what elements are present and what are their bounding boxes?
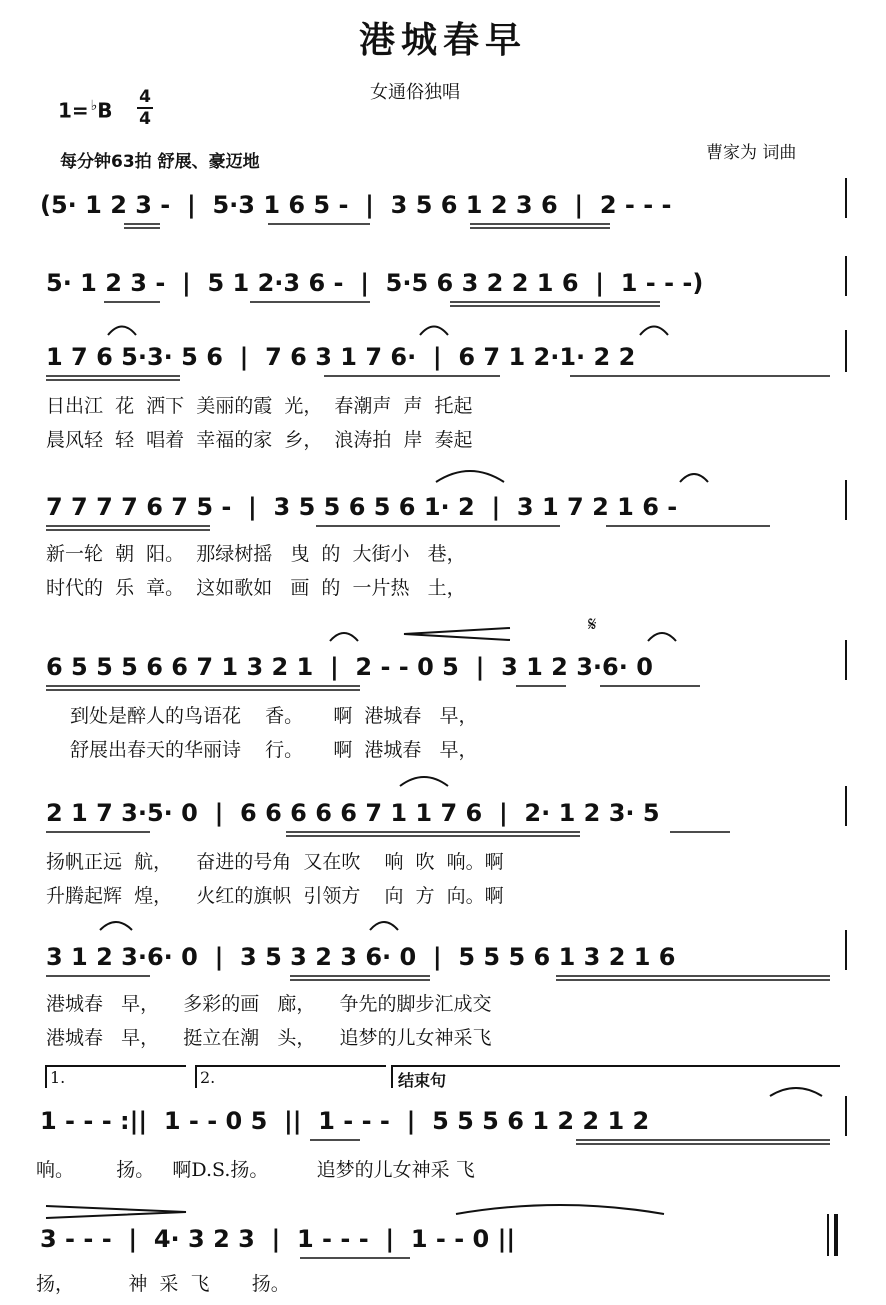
lyric-row-5a: 到处是醉人的鸟语花 香。 啊 港城春 早， bbox=[70, 705, 478, 727]
volta-second: 2. bbox=[200, 1068, 216, 1087]
slur bbox=[400, 777, 448, 786]
song-subtitle: 女通俗独唱 bbox=[370, 82, 460, 103]
volta-bracket bbox=[46, 1066, 186, 1088]
tempo-marking: 每分钟63拍 舒展、豪迈地 bbox=[60, 152, 260, 172]
lyric-row-4a: 新一轮 朝 阳。 那绿树摇 曳 的 大街小 巷， bbox=[46, 543, 466, 565]
key-note: B bbox=[97, 98, 113, 123]
notation-row-4: 7 7 7 7 6 7 5 - | 3 5 5 6 5 6 1· 2 | 3 1 7 2 1 6 - bbox=[46, 493, 678, 521]
notation-row-5: 6 5 5 5 6 6 7 1 3 2 1 | 2 - - 0 5 | 3 1 2 3·6· 0 bbox=[46, 653, 653, 681]
lyric-row-4b: 时代的 乐 章。 这如歌如 画 的 一片热 土， bbox=[46, 577, 466, 599]
slur bbox=[330, 633, 358, 641]
decrescendo-mark bbox=[46, 1206, 186, 1218]
slur bbox=[770, 1088, 822, 1096]
lyric-row-6a: 扬帆正远 航， 奋进的号角 又在吹 响 吹 响。啊 bbox=[46, 851, 504, 873]
time-top: 4 bbox=[139, 87, 151, 107]
lyric-row-3b: 晨风轻 轻 唱着 幸福的家 乡， 浪涛拍 岸 奏起 bbox=[46, 429, 473, 451]
slur bbox=[648, 633, 676, 641]
segno-sign: 𝄋 bbox=[588, 612, 597, 636]
slur bbox=[680, 474, 708, 482]
crescendo-mark bbox=[404, 628, 510, 640]
time-bottom: 4 bbox=[139, 109, 151, 129]
notation-row-7: 3 1 2 3·6· 0 | 3 5 3 2 3 6· 0 | 5 5 5 6 1 3 2 1 6 bbox=[46, 943, 676, 971]
slur bbox=[100, 922, 132, 930]
notation-row-9: 3 - - - | 4· 3 2 3 | 1 - - - | 1 - - 0 || bbox=[40, 1225, 516, 1253]
author-credit: 曹家为 词曲 bbox=[706, 143, 797, 163]
coda-label: 结束句 bbox=[398, 1071, 447, 1090]
slur bbox=[108, 327, 136, 336]
slur bbox=[370, 922, 398, 930]
slur bbox=[640, 327, 668, 336]
song-title: 港城春早 bbox=[358, 20, 527, 61]
slur bbox=[436, 471, 504, 482]
lyric-row-7b: 港城春 早， 挺立在潮 头， 追梦的儿女神采飞 bbox=[46, 1027, 492, 1049]
tie bbox=[456, 1205, 664, 1214]
volta-bracket bbox=[196, 1066, 386, 1088]
coda-bracket bbox=[392, 1066, 840, 1088]
lyric-row-8a: 响。 扬。 啊D.S.扬。 追梦的儿女神采 飞 bbox=[36, 1159, 475, 1181]
flat-sign: ♭ bbox=[90, 98, 98, 114]
lyric-row-3a: 日出江 花 洒下 美丽的霞 光， 春潮声 声 托起 bbox=[46, 395, 473, 417]
notation-row-1: (5· 1 2 3 - | 5·3 1 6 5 - | 3 5 6 1 2 3 6 | 2 - - - bbox=[40, 191, 672, 219]
notation-row-3: 1 7 6 5·3· 5 6 | 7 6 3 1 7 6· | 6 7 1 2·1· 2 2 bbox=[46, 343, 636, 371]
notation-row-6: 2 1 7 3·5· 0 | 6 6 6 6 6 7 1 1 7 6 | 2· 1 2 3· 5 bbox=[46, 799, 660, 827]
notation-row-2: 5· 1 2 3 - | 5 1 2·3 6 - | 5·5 6 3 2 2 1 6 | 1 - - -) bbox=[46, 269, 704, 297]
notation-row-8: 1 - - - :|| 1 - - 0 5 || 1 - - - | 5 5 5 6 1 2 2 1 2 bbox=[40, 1107, 650, 1135]
lyric-row-7a: 港城春 早， 多彩的画 廊， 争先的脚步汇成交 bbox=[46, 993, 492, 1015]
lyric-row-5b: 舒展出春天的华丽诗 行。 啊 港城春 早， bbox=[70, 739, 478, 761]
lyric-row-6b: 升腾起辉 煌， 火红的旗帜 引领方 向 方 向。啊 bbox=[46, 885, 504, 907]
volta-first: 1. bbox=[50, 1068, 66, 1087]
lyric-row-9a: 扬， 神 采 飞 扬。 bbox=[36, 1273, 290, 1295]
key-prefix: 1= bbox=[58, 98, 89, 123]
slur bbox=[420, 327, 448, 336]
